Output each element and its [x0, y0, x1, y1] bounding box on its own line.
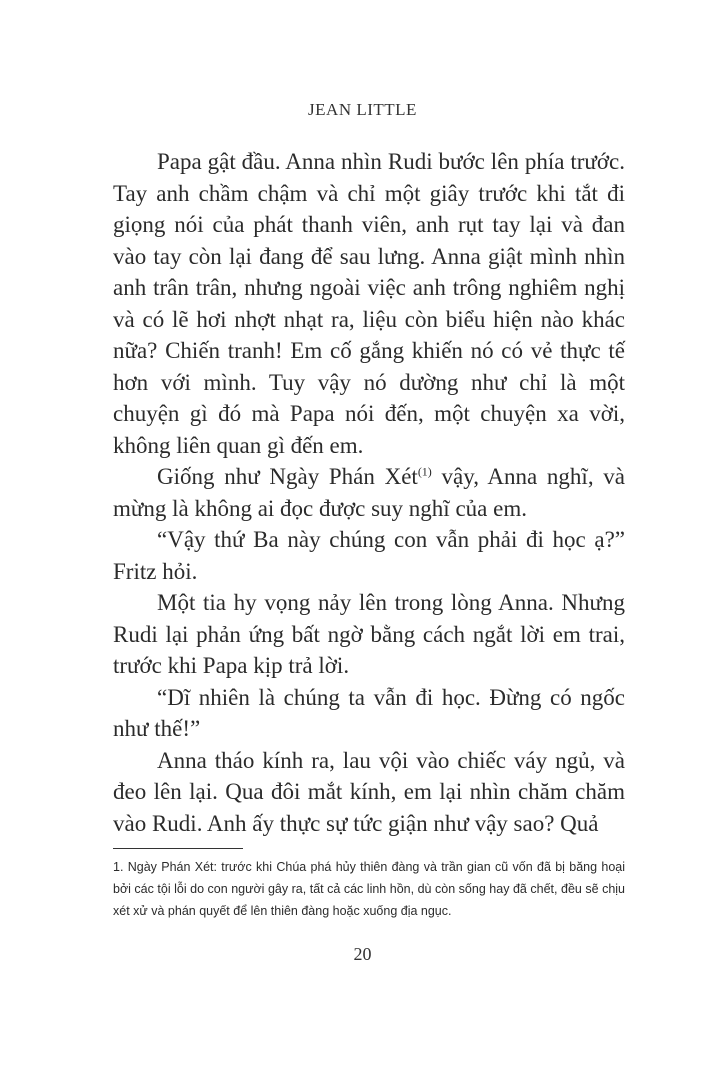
footnote-divider — [113, 848, 243, 849]
footnote-reference[interactable]: (1) — [417, 464, 432, 479]
paragraph: “Vậy thứ Ba này chúng con vẫn phải đi học ạ?” Fritz hỏi. — [113, 527, 625, 584]
page-number: 20 — [353, 944, 372, 964]
footnote: 1. Ngày Phán Xét: trước khi Chúa phá hủy thiên đàng và trần gian cũ vốn đã bị băng hoại bởi các tội lỗi do con người gây ra, tất cả các linh hồn, dù còn sống hay đã chết, đều sẽ chịu xét xử và phán quyết để lên thiên đàng hoặc xuống địa ngục. — [113, 860, 625, 918]
paragraph-text: vậy, Anna nghĩ, và mừng là không ai đọc được suy nghĩ của em. — [113, 464, 625, 521]
paragraph: Một tia hy vọng nảy lên trong lòng Anna. Nhưng Rudi lại phản ứng bất ngờ bằng cách ngắt lời em trai, trước khi Papa kịp trả lời. — [113, 590, 625, 678]
paragraph: Papa gật đầu. Anna nhìn Rudi bước lên phía trước. Tay anh chầm chậm và chỉ một giây trước khi tắt đi giọng nói của phát thanh viên, anh rụt tay lại và đan vào tay còn lại đang để sau lưng. Anna giật mình nhìn anh trân trân, nhưng ngoài việc anh trông nghiêm nghị và có lẽ hơi nhợt nhạt ra, liệu còn biểu hiện nào khác nữa? Chiến tranh! Em cố gắng khiến nó có vẻ thực tế hơn với mình. Tuy vậy nó dường như chỉ là một chuyện gì đó mà Papa nói đến, một chuyện xa vời, không liên quan gì đến em. — [113, 149, 625, 458]
paragraph: Anna tháo kính ra, lau vội vào chiếc váy ngủ, và đeo lên lại. Qua đôi mắt kính, em lại nhìn chăm chăm vào Rudi. Anh ấy thực sự tức giận như vậy sao? Quả — [113, 747, 625, 836]
paragraph: “Dĩ nhiên là chúng ta vẫn đi học. Đừng có ngốc như thế!” — [113, 684, 625, 741]
body-text — [113, 146, 625, 839]
paragraph-text: Giống như Ngày Phán Xét — [157, 464, 418, 489]
running-header: JEAN LITTLE — [308, 100, 417, 119]
paragraph-with-footnote-ref — [113, 461, 625, 524]
